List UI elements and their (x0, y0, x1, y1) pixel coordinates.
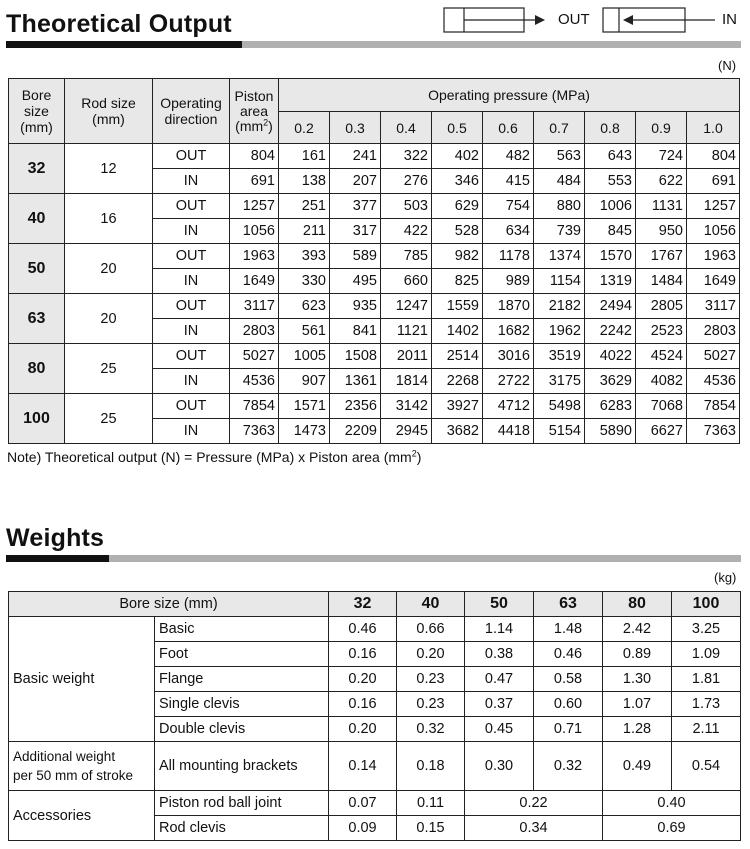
cylinder-out-icon (443, 6, 743, 36)
weights-table (8, 591, 741, 841)
output-value-cell: 785 (381, 244, 432, 269)
output-value-cell: 7068 (636, 394, 687, 419)
output-value-cell: 1131 (636, 194, 687, 219)
output-value-cell: 825 (432, 269, 483, 294)
direction-cell: IN (153, 369, 230, 394)
output-value-cell: 1682 (483, 319, 534, 344)
output-value-cell: 317 (330, 219, 381, 244)
output-value-cell: 1570 (585, 244, 636, 269)
output-value-cell: 4022 (585, 344, 636, 369)
piston-area-cell: 7363 (230, 419, 279, 444)
pressure-header-cell: 0.3 (330, 112, 381, 144)
output-value-cell: 989 (483, 269, 534, 294)
output-value-cell: 691 (687, 169, 740, 194)
accessory-value-cell: 0.69 (603, 816, 741, 841)
output-value-cell: 907 (279, 369, 330, 394)
output-value-cell: 1508 (330, 344, 381, 369)
weight-value-cell: 1.28 (603, 717, 672, 742)
header-piston-area: Piston area $(mm^2)$ (230, 79, 279, 144)
pressure-header-cell: 0.2 (279, 112, 330, 144)
additional-weight-label: Additional weight per 50 mm of stroke (9, 742, 155, 791)
output-value-cell: 402 (432, 144, 483, 169)
weight-value-cell: 0.89 (603, 642, 672, 667)
piston-area-cell: 1257 (230, 194, 279, 219)
weight-value-cell: 0.45 (465, 717, 534, 742)
weight-value-cell: 1.30 (603, 667, 672, 692)
bore-size-cell: 32 (9, 144, 65, 194)
output-value-cell: 3117 (687, 294, 740, 319)
piston-area-cell: 1056 (230, 219, 279, 244)
additional-weight-row (9, 742, 741, 791)
pressure-header-cell: 0.9 (636, 112, 687, 144)
bore-size-cell: 80 (9, 344, 65, 394)
piston-area-cell: 1649 (230, 269, 279, 294)
bore-size-cell: 100 (9, 394, 65, 444)
output-value-cell: 754 (483, 194, 534, 219)
piston-area-cell: 691 (230, 169, 279, 194)
output-value-cell: 1374 (534, 244, 585, 269)
header-rod-size: Rod size (mm) (65, 79, 153, 144)
weights-header-bore-size: Bore size (mm) (9, 592, 329, 617)
output-value-cell: 2356 (330, 394, 381, 419)
pressure-header-cell: 0.8 (585, 112, 636, 144)
mount-type-label: Flange (155, 667, 329, 692)
output-value-cell: 6283 (585, 394, 636, 419)
pressure-header-cell: 0.6 (483, 112, 534, 144)
theoretical-output-table (8, 78, 740, 444)
accessory-row (9, 791, 741, 816)
weights-bore-header: 100 (672, 592, 741, 617)
output-value-cell: 2523 (636, 319, 687, 344)
basic-weight-label: Basic weight (9, 617, 155, 742)
output-value-cell: 982 (432, 244, 483, 269)
legend-in-label: IN (722, 11, 737, 28)
direction-cell: OUT (153, 344, 230, 369)
output-value-cell: 3142 (381, 394, 432, 419)
output-value-cell: 1121 (381, 319, 432, 344)
header-bore-size: Bore size (mm) (9, 79, 65, 144)
output-value-cell: 322 (381, 144, 432, 169)
output-value-cell: 1649 (687, 269, 740, 294)
bore-size-cell: 50 (9, 244, 65, 294)
output-value-cell: 1154 (534, 269, 585, 294)
output-value-cell: 4418 (483, 419, 534, 444)
direction-cell: OUT (153, 194, 230, 219)
rod-size-cell: 20 (65, 294, 153, 344)
output-note: Note) Theoretical output (N) = Pressure (MPa) x Piston area $(mm^2)$ (7, 448, 422, 465)
direction-cell: IN (153, 319, 230, 344)
accessory-value-cell: 0.40 (603, 791, 741, 816)
legend-out-label: OUT (558, 11, 590, 28)
mount-type-label: Basic (155, 617, 329, 642)
weight-value-cell: 3.25 (672, 617, 741, 642)
output-value-cell: 7854 (687, 394, 740, 419)
output-row (9, 244, 740, 269)
output-value-cell: 5890 (585, 419, 636, 444)
output-value-cell: 553 (585, 169, 636, 194)
weight-value-cell: 0.20 (329, 717, 397, 742)
output-title: Theoretical Output (6, 10, 232, 38)
weight-value-cell: 0.46 (534, 642, 603, 667)
accessory-value-cell: 0.22 (465, 791, 603, 816)
weight-value-cell: 0.58 (534, 667, 603, 692)
output-value-cell: 1361 (330, 369, 381, 394)
direction-legend (443, 6, 743, 36)
basic-weight-row (9, 617, 741, 642)
output-value-cell: 495 (330, 269, 381, 294)
weight-value-cell: 0.60 (534, 692, 603, 717)
direction-cell: OUT (153, 294, 230, 319)
direction-cell: OUT (153, 144, 230, 169)
output-value-cell: 1484 (636, 269, 687, 294)
weight-value-cell: 0.46 (329, 617, 397, 642)
output-value-cell: 1319 (585, 269, 636, 294)
output-value-cell: 880 (534, 194, 585, 219)
output-value-cell: 138 (279, 169, 330, 194)
output-value-cell: 6627 (636, 419, 687, 444)
output-value-cell: 5027 (687, 344, 740, 369)
output-value-cell: 7363 (687, 419, 740, 444)
output-value-cell: 2494 (585, 294, 636, 319)
output-row (9, 294, 740, 319)
output-value-cell: 3682 (432, 419, 483, 444)
rod-size-cell: 16 (65, 194, 153, 244)
output-value-cell: 484 (534, 169, 585, 194)
output-value-cell: 1402 (432, 319, 483, 344)
output-value-cell: 377 (330, 194, 381, 219)
weight-value-cell: 1.48 (534, 617, 603, 642)
output-value-cell: 589 (330, 244, 381, 269)
header-operating-pressure: Operating pressure (MPa) (279, 79, 740, 112)
pressure-header-cell: 1.0 (687, 112, 740, 144)
weights-bore-header: 50 (465, 592, 534, 617)
accessory-value-cell: 0.07 (329, 791, 397, 816)
direction-cell: IN (153, 419, 230, 444)
direction-cell: OUT (153, 244, 230, 269)
output-value-cell: 1178 (483, 244, 534, 269)
pressure-header-cell: 0.7 (534, 112, 585, 144)
output-value-cell: 528 (432, 219, 483, 244)
output-value-cell: 1767 (636, 244, 687, 269)
output-value-cell: 4524 (636, 344, 687, 369)
mount-type-label: Foot (155, 642, 329, 667)
weight-value-cell: 1.07 (603, 692, 672, 717)
accessory-name-label: Rod clevis (155, 816, 329, 841)
additional-weight-value: 0.14 (329, 742, 397, 791)
output-value-cell: 1005 (279, 344, 330, 369)
weight-value-cell: 0.16 (329, 692, 397, 717)
weights-bore-header: 40 (397, 592, 465, 617)
rod-size-cell: 12 (65, 144, 153, 194)
output-value-cell: 1559 (432, 294, 483, 319)
weight-value-cell: 1.73 (672, 692, 741, 717)
output-value-cell: 623 (279, 294, 330, 319)
weights-title-rule (6, 555, 741, 562)
weight-value-cell: 0.47 (465, 667, 534, 692)
output-value-cell: 3519 (534, 344, 585, 369)
output-value-cell: 1962 (534, 319, 585, 344)
pressure-header-cell: 0.4 (381, 112, 432, 144)
weight-value-cell: 0.71 (534, 717, 603, 742)
output-row (9, 394, 740, 419)
output-value-cell: 841 (330, 319, 381, 344)
output-row (9, 144, 740, 169)
header-operating-direction: Operating direction (153, 79, 230, 144)
output-value-cell: 2805 (636, 294, 687, 319)
output-value-cell: 5498 (534, 394, 585, 419)
output-value-cell: 4082 (636, 369, 687, 394)
bore-size-cell: 40 (9, 194, 65, 244)
accessory-value-cell: 0.15 (397, 816, 465, 841)
output-value-cell: 1473 (279, 419, 330, 444)
rod-size-cell: 20 (65, 244, 153, 294)
weights-unit: (kg) (714, 570, 737, 585)
output-value-cell: 804 (687, 144, 740, 169)
output-value-cell: 634 (483, 219, 534, 244)
output-value-cell: 739 (534, 219, 585, 244)
output-value-cell: 503 (381, 194, 432, 219)
output-row (9, 344, 740, 369)
piston-area-cell: 7854 (230, 394, 279, 419)
output-value-cell: 1571 (279, 394, 330, 419)
pressure-header-cell: 0.5 (432, 112, 483, 144)
output-value-cell: 2242 (585, 319, 636, 344)
weight-value-cell: 2.11 (672, 717, 741, 742)
output-value-cell: 4536 (687, 369, 740, 394)
weights-title: Weights (6, 524, 105, 552)
direction-cell: IN (153, 269, 230, 294)
accessory-value-cell: 0.09 (329, 816, 397, 841)
mount-type-label: Single clevis (155, 692, 329, 717)
piston-area-cell: 4536 (230, 369, 279, 394)
output-value-cell: 276 (381, 169, 432, 194)
weight-value-cell: 0.37 (465, 692, 534, 717)
output-value-cell: 563 (534, 144, 585, 169)
output-value-cell: 207 (330, 169, 381, 194)
output-value-cell: 241 (330, 144, 381, 169)
weight-value-cell: 0.23 (397, 692, 465, 717)
output-value-cell: 3629 (585, 369, 636, 394)
output-value-cell: 950 (636, 219, 687, 244)
output-value-cell: 2011 (381, 344, 432, 369)
output-value-cell: 251 (279, 194, 330, 219)
output-value-cell: 161 (279, 144, 330, 169)
weight-value-cell: 1.09 (672, 642, 741, 667)
output-value-cell: 935 (330, 294, 381, 319)
output-value-cell: 1814 (381, 369, 432, 394)
additional-weight-value: 0.49 (603, 742, 672, 791)
output-value-cell: 561 (279, 319, 330, 344)
weight-value-cell: 0.16 (329, 642, 397, 667)
additional-weight-value: 0.18 (397, 742, 465, 791)
accessory-name-label: Piston rod ball joint (155, 791, 329, 816)
piston-area-cell: 3117 (230, 294, 279, 319)
output-value-cell: 1006 (585, 194, 636, 219)
output-value-cell: 346 (432, 169, 483, 194)
weight-value-cell: 0.32 (397, 717, 465, 742)
output-value-cell: 1056 (687, 219, 740, 244)
output-value-cell: 393 (279, 244, 330, 269)
output-value-cell: 724 (636, 144, 687, 169)
output-value-cell: 415 (483, 169, 534, 194)
output-unit: (N) (718, 58, 737, 73)
piston-area-cell: 5027 (230, 344, 279, 369)
accessories-label: Accessories (9, 791, 155, 841)
output-value-cell: 482 (483, 144, 534, 169)
output-value-cell: 845 (585, 219, 636, 244)
direction-cell: IN (153, 219, 230, 244)
piston-area-cell: 1963 (230, 244, 279, 269)
weight-value-cell: 0.66 (397, 617, 465, 642)
additional-weight-value: 0.30 (465, 742, 534, 791)
weights-bore-header: 80 (603, 592, 672, 617)
bore-size-cell: 63 (9, 294, 65, 344)
weight-value-cell: 0.20 (329, 667, 397, 692)
output-value-cell: 4712 (483, 394, 534, 419)
output-value-cell: 211 (279, 219, 330, 244)
weights-bore-header: 32 (329, 592, 397, 617)
output-value-cell: 1257 (687, 194, 740, 219)
weight-value-cell: 0.23 (397, 667, 465, 692)
mount-type-label: Double clevis (155, 717, 329, 742)
weight-value-cell: 0.38 (465, 642, 534, 667)
output-value-cell: 1963 (687, 244, 740, 269)
accessory-value-cell: 0.34 (465, 816, 603, 841)
output-value-cell: 2514 (432, 344, 483, 369)
additional-weight-value: 0.32 (534, 742, 603, 791)
output-value-cell: 2182 (534, 294, 585, 319)
weight-value-cell: 1.81 (672, 667, 741, 692)
output-title-rule (6, 41, 741, 48)
weights-bore-header: 63 (534, 592, 603, 617)
output-value-cell: 2803 (687, 319, 740, 344)
accessory-value-cell: 0.11 (397, 791, 465, 816)
output-value-cell: 1247 (381, 294, 432, 319)
weight-value-cell: 1.14 (465, 617, 534, 642)
piston-area-cell: 2803 (230, 319, 279, 344)
weight-value-cell: 2.42 (603, 617, 672, 642)
output-value-cell: 330 (279, 269, 330, 294)
output-row (9, 194, 740, 219)
output-value-cell: 5154 (534, 419, 585, 444)
output-value-cell: 2209 (330, 419, 381, 444)
weight-value-cell: 0.20 (397, 642, 465, 667)
direction-cell: OUT (153, 394, 230, 419)
output-value-cell: 622 (636, 169, 687, 194)
rod-size-cell: 25 (65, 394, 153, 444)
output-value-cell: 3016 (483, 344, 534, 369)
output-value-cell: 2945 (381, 419, 432, 444)
output-value-cell: 1870 (483, 294, 534, 319)
output-value-cell: 629 (432, 194, 483, 219)
piston-area-cell: 804 (230, 144, 279, 169)
output-value-cell: 660 (381, 269, 432, 294)
output-value-cell: 2722 (483, 369, 534, 394)
output-value-cell: 643 (585, 144, 636, 169)
additional-weight-value: 0.54 (672, 742, 741, 791)
rod-size-cell: 25 (65, 344, 153, 394)
output-value-cell: 3927 (432, 394, 483, 419)
direction-cell: IN (153, 169, 230, 194)
output-value-cell: 2268 (432, 369, 483, 394)
all-mounting-brackets-label: All mounting brackets (155, 742, 329, 791)
output-value-cell: 3175 (534, 369, 585, 394)
output-value-cell: 422 (381, 219, 432, 244)
